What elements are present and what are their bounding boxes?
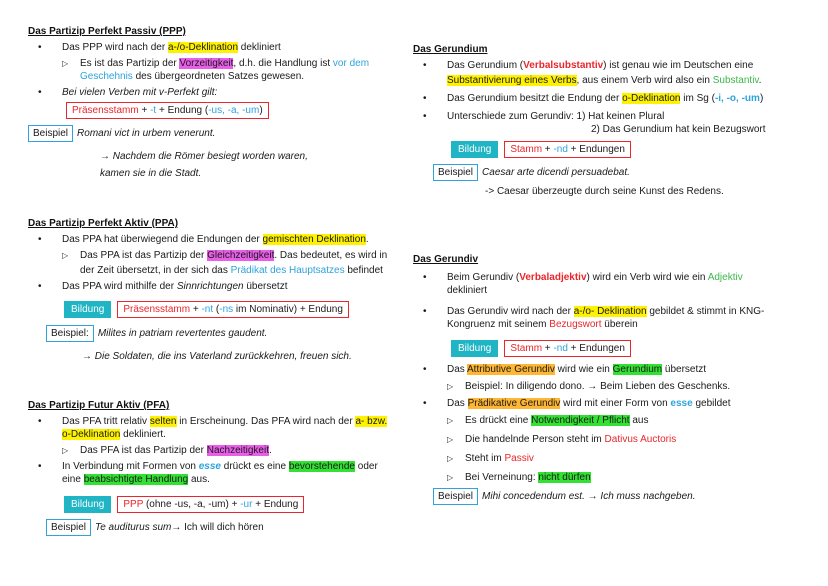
text: Kongruenz mit seinem (447, 319, 550, 330)
ppp-sub-1-cont (28, 70, 412, 83)
pfa-bullet-2 (28, 460, 412, 473)
text: übersetzt (662, 364, 707, 375)
text: Das PPP wird nach der (62, 42, 168, 53)
ppp-title: Das Partizip Perfekt Passiv (PPP) (28, 26, 186, 37)
text: . Das bedeutet, es wird in (274, 250, 388, 261)
text: Das (447, 364, 468, 375)
example-text: Romani vict in urbem venerunt. (77, 128, 216, 139)
text: In Verbindung mit Formen von (62, 461, 199, 472)
pfa-bildung-row (28, 496, 412, 513)
highlight-substantivierung: Substantivierung eines Verbs (447, 75, 577, 86)
section-ppa (28, 218, 412, 364)
highlight-nicht-duerfen: nicht dürfen (538, 472, 591, 483)
text: + (542, 144, 554, 155)
ppa-title: Das Partizip Perfekt Aktiv (PPA) (28, 218, 179, 229)
text: Das PFA ist das Partizip der (80, 445, 207, 456)
text: , d.h. die Handlung ist (233, 58, 333, 69)
text: Steht im (465, 453, 505, 464)
pfa-example-row (28, 519, 412, 536)
text: der Zeit übersetzt, in der sich das (80, 265, 231, 276)
bildung-label: Bildung (451, 340, 498, 357)
red-text: Verbaladjektiv (519, 272, 587, 283)
formula-ns: -ns (219, 304, 234, 315)
text: , aus einem Verb wird also ein (576, 75, 713, 86)
text: dekliniert. (120, 429, 166, 440)
gdv-bildung-row (413, 340, 813, 357)
pfa-bullet-1-cont (28, 428, 412, 441)
gdv-example-row (413, 488, 813, 505)
highlight-a-bzw: a- bzw. (355, 416, 388, 427)
gerundium-title: Das Gerundium (413, 44, 488, 55)
ger-example-row (413, 164, 813, 181)
formula-ppp: PPP (123, 499, 144, 510)
ppp-bullet-2: • Bei vielen Verben mit v-Perfekt gilt: (28, 86, 412, 99)
ppa-bildung-row (28, 301, 412, 318)
text: + (138, 105, 151, 116)
ger-bullet-3: • Unterschiede zum Gerundiv: 1) Hat keinen Plural (413, 110, 813, 123)
text: Die handelnde Person steht im (465, 434, 605, 445)
text: wird wie ein (554, 364, 613, 375)
pfa-title: Das Partizip Futur Aktiv (PFA) (28, 400, 170, 411)
highlight-selten: selten (149, 416, 177, 427)
ppa-bullet-2 (28, 280, 412, 293)
red-text: Bezugswort (549, 319, 602, 330)
green-text: Substantiv (712, 75, 759, 86)
text: dekliniert (238, 42, 281, 53)
blue-text: Prädikat des Hauptsatzes (230, 265, 345, 276)
example-text: Milites in patriam revertentes gaudent. (97, 328, 268, 339)
text: ( (213, 304, 220, 315)
highlight-nachzeitigkeit: Nachzeitigkeit (206, 445, 269, 456)
pfa-formula-box (117, 496, 304, 513)
esse-text: esse (198, 461, 221, 472)
text: des übergeordneten Satzes gewesen. (132, 71, 305, 82)
text: befindet (344, 265, 383, 276)
blue-text: Geschehnis (80, 71, 133, 82)
text: (ohne -us, -a, -um) + (143, 499, 241, 510)
text: oder (354, 461, 378, 472)
pfa-sub-1 (28, 444, 412, 457)
red-text: Verbalsubstantiv (523, 60, 604, 71)
ppa-sub-1 (28, 249, 412, 262)
ger-bullet-3-cont: 2) Das Gerundium hat kein Bezugswort (591, 124, 766, 135)
text: ) wird ein Verb wird wie ein (586, 272, 708, 283)
ppa-sub-1-cont (28, 264, 412, 277)
text: ) (759, 93, 764, 104)
formula-stem: Stamm (510, 144, 543, 155)
text: + Endung ( (156, 105, 209, 116)
ppa-formula-box (117, 301, 349, 318)
section-pfa (28, 400, 412, 540)
ger-bullet-1-cont (413, 74, 813, 87)
gdv-bullet-2 (413, 305, 813, 318)
gdv-bullet-3 (413, 363, 813, 376)
formula-endings: -us, -a, -um (208, 105, 260, 116)
text: drückt es eine (221, 461, 289, 472)
text: Das PPA ist das Partizip der (80, 250, 208, 261)
example-text: Te auditurus sum (95, 522, 172, 533)
example-label: Beispiel (46, 519, 91, 536)
gdv-sub-1: ▷ Beispiel: In diligendo dono. → Beim Lieben des Geschenks. (413, 380, 813, 393)
ppp-bullet-1 (28, 41, 412, 54)
formula-nd: -nd (553, 144, 568, 155)
text: Das PPA wird mithilfe der (62, 281, 177, 292)
text: in Erscheinung. Das PFA wird nach der (176, 416, 356, 427)
highlight-bevorstehende: bevorstehende (288, 461, 355, 472)
blue-text: vor dem (332, 58, 370, 69)
highlight-notwendigkeit: Notwendigkeit / Pflicht (531, 415, 630, 426)
ger-bullet-2 (413, 92, 813, 105)
red-text: Dativus Auctoris (604, 434, 677, 445)
bildung-label: Bildung (451, 141, 498, 158)
italic-text: Sinnrichtungen (176, 281, 244, 292)
text: Das PPA hat überwiegend die Endungen der (62, 234, 263, 245)
section-ppp (28, 26, 412, 181)
gdv-sub-2 (413, 414, 813, 427)
ppa-translation: → Die Soldaten, die ins Vaterland zurückkehren, freuen sich. (82, 351, 352, 362)
text: . (268, 445, 272, 456)
text: im Sg ( (680, 93, 715, 104)
text: Es ist das Partizip der (80, 58, 180, 69)
formula-stem: Stamm (510, 343, 543, 354)
esse-text: esse (670, 398, 693, 409)
pfa-bullet-1 (28, 415, 412, 428)
highlight-beabsichtigte: beabsichtigte Handlung (83, 474, 189, 485)
text: + (190, 304, 202, 315)
gdv-formula-box (504, 340, 631, 357)
highlight-o-declension: o-Deklination (62, 429, 121, 440)
gdv-sub-4 (413, 452, 813, 465)
text: Beim Gerundiv ( (447, 272, 520, 283)
example-translation: → Ich will dich hören (171, 522, 264, 533)
example-label: Beispiel (28, 125, 73, 142)
gdv-bullet-4 (413, 397, 813, 410)
text: im Nominativ) + Endung (233, 304, 343, 315)
pfa-bullet-2-cont (28, 473, 412, 486)
text: Das (447, 398, 468, 409)
example-label: Beispiel (433, 164, 478, 181)
highlight-gleichzeitigkeit: Gleichzeitigkeit (207, 250, 275, 261)
blue-endings: -i, -o, -um (714, 93, 760, 104)
green-text: Adjektiv (707, 272, 743, 283)
text: Das Gerundiv wird nach der (447, 306, 574, 317)
highlight-praedikative: Prädikative Gerundiv (467, 398, 561, 409)
red-text: Passiv (504, 453, 534, 464)
formula-ur: -ur (240, 499, 253, 510)
highlight-declension: a-/o-Deklination (167, 42, 239, 53)
text: Das Gerundium besitzt die Endung der (447, 93, 623, 104)
text: ) ist genau wie im Deutschen eine (603, 60, 754, 71)
example-text: Caesar arte dicendi persuadebat. (482, 167, 630, 178)
gdv-bullet-2-cont (413, 318, 813, 331)
formula-nd: -nd (553, 343, 568, 354)
text: + Endungen (567, 343, 625, 354)
text: Bei Verneinung: (465, 472, 539, 483)
ppp-formula-row (28, 102, 412, 119)
text: übersetzt (243, 281, 288, 292)
text: überein (601, 319, 638, 330)
ger-bullet-1 (413, 59, 813, 72)
text: + Endung (252, 499, 299, 510)
gdv-bullet-1-cont: dekliniert (447, 285, 488, 296)
ppp-translation-2: kamen sie in die Stadt. (100, 168, 202, 179)
text: + (542, 343, 554, 354)
formula-stem: Präsensstamm (123, 304, 191, 315)
text: wird mit einer Form von (560, 398, 671, 409)
bildung-label: Bildung (64, 496, 111, 513)
ppp-formula-box (66, 102, 269, 119)
formula-nt: -nt (201, 304, 214, 315)
text: Das Gerundium ( (447, 60, 524, 71)
text: gebildet (692, 398, 731, 409)
formula-stem: Präsensstamm (72, 105, 139, 116)
gdv-sub-5 (413, 471, 813, 484)
text: eine (62, 474, 84, 485)
bildung-label: Bildung (64, 301, 111, 318)
text: aus. (188, 474, 210, 485)
ger-bildung-row (413, 141, 813, 158)
ppa-example-row (28, 325, 412, 342)
section-gerundium (413, 44, 813, 201)
gerundiv-title: Das Gerundiv (413, 254, 479, 265)
highlight-vorzeitigkeit: Vorzeitigkeit (179, 58, 234, 69)
formula-t: -t (150, 105, 157, 116)
ppa-bullet-1 (28, 233, 412, 246)
example-text: Mihi concedendum est. → Ich muss nachgeben. (482, 491, 696, 502)
text: aus (629, 415, 649, 426)
ppp-sub-1 (28, 57, 412, 70)
text: + Endungen (567, 144, 625, 155)
ger-formula-box (504, 141, 631, 158)
text: . (365, 234, 369, 245)
highlight-gerundium: Gerundium (612, 364, 663, 375)
text: Das PFA tritt relativ (62, 416, 150, 427)
text: . (758, 75, 762, 86)
text: Es drückt eine (465, 415, 532, 426)
ppp-example-row (28, 125, 412, 142)
highlight-gemischte: gemischten Deklination (262, 234, 366, 245)
example-label: Beispiel (433, 488, 478, 505)
highlight-o-declension: o-Deklination (622, 93, 681, 104)
ppp-translation-1: → Nachdem die Römer besiegt worden waren, (100, 151, 308, 162)
text: ) (259, 105, 263, 116)
gdv-sub-3 (413, 433, 813, 446)
example-label: Beispiel: (46, 325, 94, 342)
highlight-attributive: Attributive Gerundiv (467, 364, 555, 375)
gdv-bullet-1 (413, 271, 813, 284)
section-gerundiv (413, 254, 813, 509)
text: gebildet & stimmt in KNG- (646, 306, 765, 317)
ger-translation: -> Caesar überzeugte durch seine Kunst des Redens. (485, 186, 724, 197)
highlight-declension: a-/o- Deklination (573, 306, 647, 317)
